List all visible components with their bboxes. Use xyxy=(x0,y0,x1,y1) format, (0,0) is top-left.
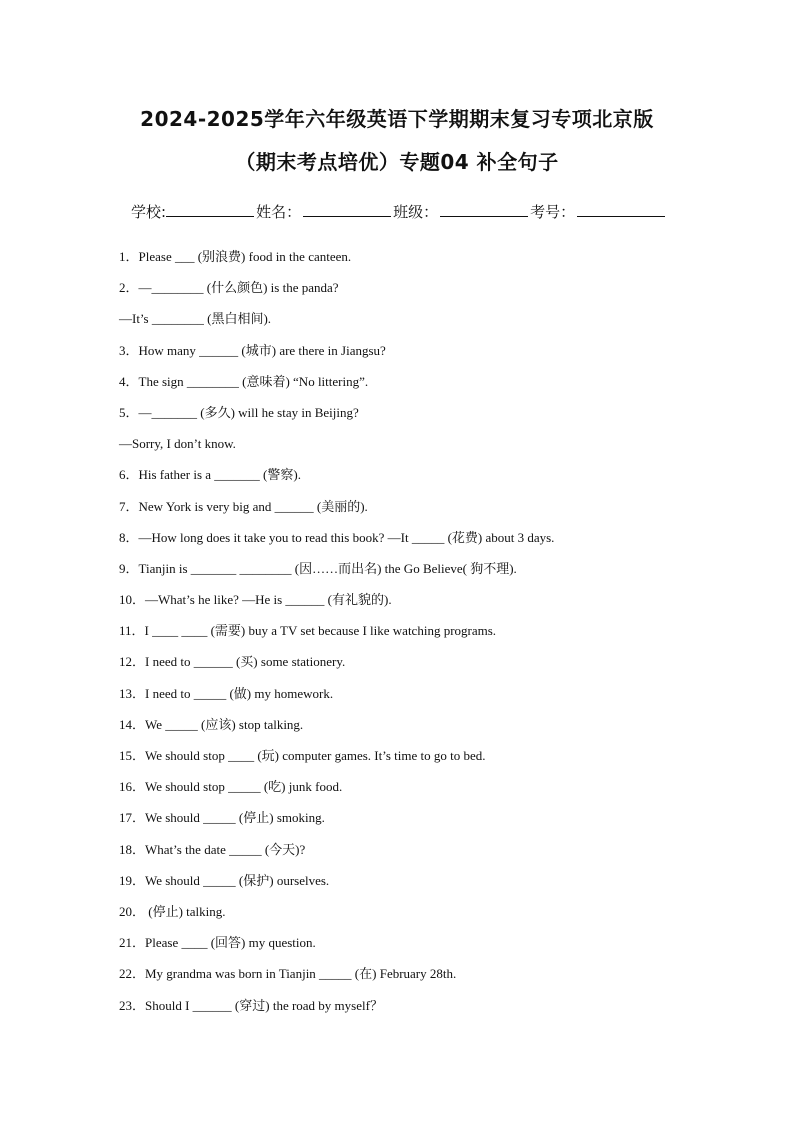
question-item: 2．—________ (什么颜色) is the panda? xyxy=(119,280,339,296)
question-item: —Sorry, I don’t know. xyxy=(119,436,236,452)
title-line-2: （期末考点培优）专题04 补全句子 xyxy=(235,150,559,174)
school-blank[interactable] xyxy=(166,202,254,217)
question-item: 14．We _____ (应该) stop talking. xyxy=(119,716,304,732)
question-item: 1．Please ___ (别浪费) food in the canteen. xyxy=(119,249,352,264)
question-item: 15．We should stop ____ (玩) computer games. It’s time to go to bed. xyxy=(119,748,486,763)
question-item: 18．What’s the date _____ (今天)? xyxy=(119,841,306,857)
question-item: 5．—_______ (多久) will he stay in Beijing? xyxy=(119,404,359,420)
question-item: 7．New York is very big and ______ (美丽的). xyxy=(119,498,368,514)
question-item: 11．I ____ ____ (需要) buy a TV set because I like watching programs. xyxy=(119,623,497,639)
question-item: 6．His father is a _______ (警察). xyxy=(119,467,301,483)
class-label: 班级： xyxy=(393,203,439,221)
question-item: 13．I need to _____ (做) my homework. xyxy=(119,685,334,701)
student-info-row xyxy=(131,201,665,222)
question-item: 4．The sign ________ (意味着) “No littering”. xyxy=(119,373,369,389)
exam-number-blank[interactable] xyxy=(577,202,665,217)
question-item: 19．We should _____ (保护) ourselves. xyxy=(119,872,330,888)
question-item: —It’s ________ (黑白相间). xyxy=(119,311,272,327)
question-list xyxy=(119,246,719,1026)
title-line-1: 2024-2025学年六年级英语下学期期末复习专项北京版 xyxy=(140,107,654,131)
name-blank[interactable] xyxy=(303,202,391,217)
exam-number-label: 考号： xyxy=(530,203,576,221)
question-item: 23．Should I ______ (穿过) the road by myself？ xyxy=(119,997,383,1013)
question-item: 17．We should _____ (停止) smoking. xyxy=(119,810,325,826)
question-item: 10．—What’s he like? —He is ______ (有礼貌的). xyxy=(119,592,392,608)
question-item: 9．Tianjin is _______ ________ (因……而出名) the Go Believe( 狗不理). xyxy=(119,560,517,576)
question-item: 20． (停止) talking. xyxy=(119,903,226,919)
question-item: 8．—How long does it take you to read this book? —It _____ (花费) about 3 days. xyxy=(119,529,555,545)
question-item: 12．I need to ______ (买) some stationery. xyxy=(119,654,346,670)
question-item: 16．We should stop _____ (吃) junk food. xyxy=(119,779,343,795)
school-label: 学校: xyxy=(131,203,167,221)
name-label: 姓名： xyxy=(256,203,302,221)
class-blank[interactable] xyxy=(440,202,528,217)
question-item: 21．Please ____ (回答) my question. xyxy=(119,935,316,951)
question-item: 22．My grandma was born in Tianjin _____ (在) February 28th. xyxy=(119,966,457,982)
question-item: 3．How many ______ (城市) are there in Jiangsu? xyxy=(119,342,386,358)
